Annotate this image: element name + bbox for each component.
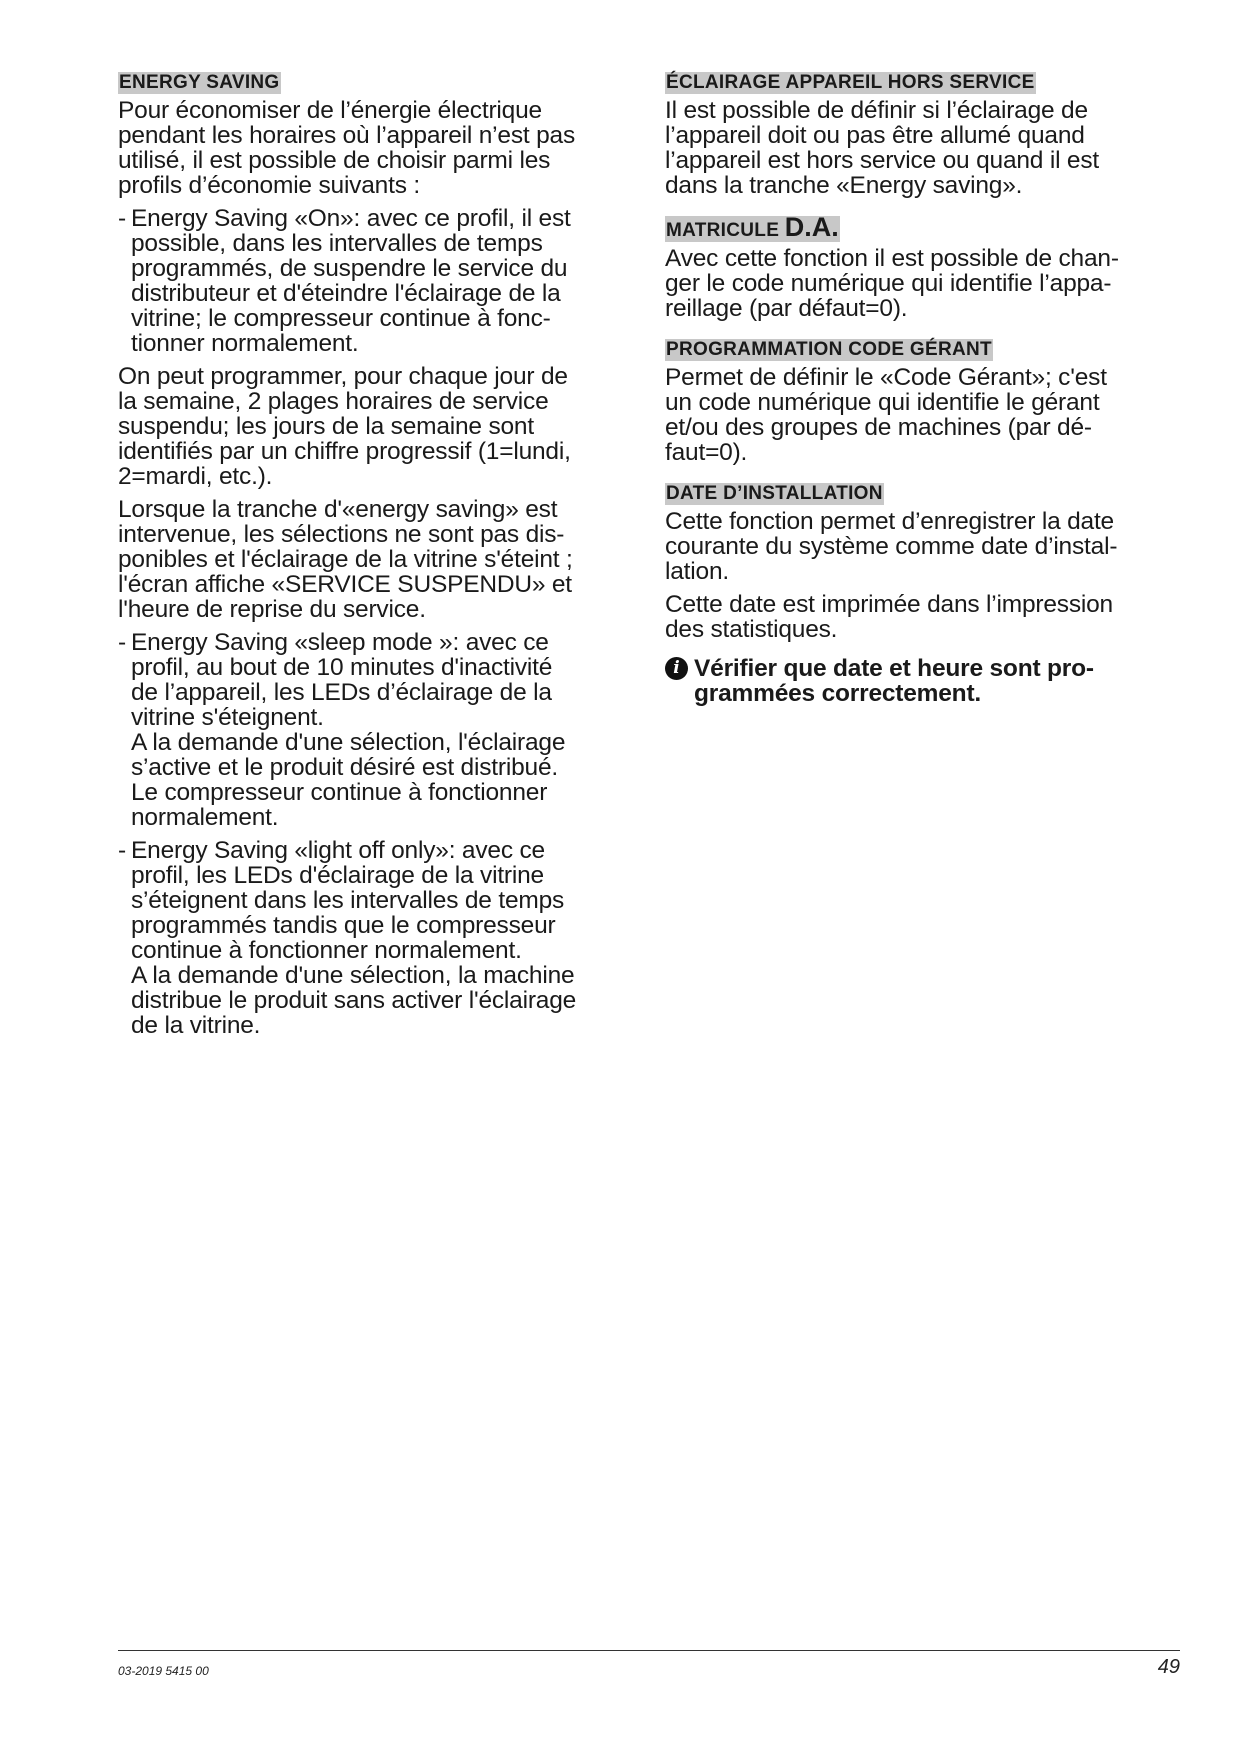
heading-code-gerant: PROGRAMMATION CODE GÉRANT	[666, 339, 992, 360]
energy-saving-intro: Pour économiser de l’énergie électrique pendant les horaires où l’appareil n’est pas utilisé, il est possible de choisir parmi les profils d’économie suivants :	[118, 97, 575, 199]
section-date-installation	[665, 483, 1180, 706]
bullet-light-off-text: Energy Saving «light off only»: avec ce profil, les LEDs d'éclairage de la vitrine s’éteignent dans les intervalles de temps programmés tandis que le compresseur continue à fonctionner normalement. A la demande d'une sélection, la machine distribue le produit sans activer l'éclairage de la vitrine.	[131, 837, 577, 1039]
note-verify-date	[665, 656, 1180, 706]
energy-saving-program-text: On peut programmer, pour chaque jour de la semaine, 2 plages horaires de service suspendu; les jours de la semaine sont identifiés par un chiffre progressif (1=lundi, 2=mardi, etc.).	[118, 363, 571, 490]
bullet-energy-saving-light-off	[118, 838, 638, 1038]
section-matricule	[665, 212, 1180, 322]
code-gerant-text: Permet de définir le «Code Gérant»; c'est un code numérique qui identifie le gérant et/ou des groupes de machines (par dé- faut=0).	[665, 364, 1107, 466]
info-icon: i	[665, 657, 688, 680]
bullet-energy-saving-sleep	[118, 630, 638, 830]
matricule-text: Avec cette fonction il est possible de chan- ger le code numérique qui identifie l’appa- reillage (par défaut=0).	[665, 245, 1119, 322]
heading-matricule-label: MATRICULE	[666, 220, 780, 241]
heading-matricule	[665, 212, 840, 242]
page-number: 49	[1157, 1656, 1180, 1678]
footer-document-code: 03-2019 5415 00	[118, 1664, 209, 1678]
energy-saving-tranche-text: Lorsque la tranche d'«energy saving» est intervenue, les sélections ne sont pas dis- ponibles et l'éclairage de la vitrine s'éteint ; l'écran affiche «SERVICE SUSPENDU» et l'heure de reprise du service.	[118, 496, 573, 623]
bullet-sleep-text: Energy Saving «sleep mode »: avec ce profil, au bout de 10 minutes d'inactivité de l’appareil, les LEDs d’éclairage de la vitrine s'éteignent. A la demande d'une sélection, l'éclairage s’active et le produit désiré est distribué. Le compresseur continue à fonctionner normalement.	[131, 629, 566, 831]
bullet-dash: -	[118, 837, 127, 864]
eclairage-text: Il est possible de définir si l’éclairage de l’appareil doit ou pas être allumé quand l’appareil est hors service ou quand il est dans la tranche «Energy saving».	[665, 97, 1100, 199]
date-installation-text: Cette fonction permet d’enregistrer la date courante du système comme date d’instal- lation.	[665, 508, 1118, 585]
bullet-dash: -	[118, 629, 127, 656]
footer-divider	[118, 1650, 1180, 1651]
bullet-energy-saving-on	[118, 206, 638, 356]
heading-energy-saving: ENERGY SAVING	[119, 72, 280, 93]
heading-eclairage: ÉCLAIRAGE APPAREIL HORS SERVICE	[666, 72, 1035, 93]
section-energy-saving	[118, 72, 638, 1038]
left-column	[118, 72, 638, 1056]
section-code-gerant	[665, 339, 1180, 465]
section-eclairage	[665, 72, 1180, 198]
heading-date-installation: DATE D’INSTALLATION	[666, 483, 883, 504]
note-text: Vérifier que date et heure sont pro- grammées correctement.	[694, 655, 1094, 707]
bullet-dash: -	[118, 205, 127, 232]
heading-matricule-da: D.A.	[784, 212, 839, 242]
date-installation-print-text: Cette date est imprimée dans l’impression des statistiques.	[665, 591, 1113, 643]
right-column	[665, 72, 1180, 724]
bullet-on-text: Energy Saving «On»: avec ce profil, il est possible, dans les intervalles de temps programmés, de suspendre le service du distributeur et d'éteindre l'éclairage de la vitrine; le compresseur continue à fonc- tionner normalement.	[131, 205, 571, 357]
